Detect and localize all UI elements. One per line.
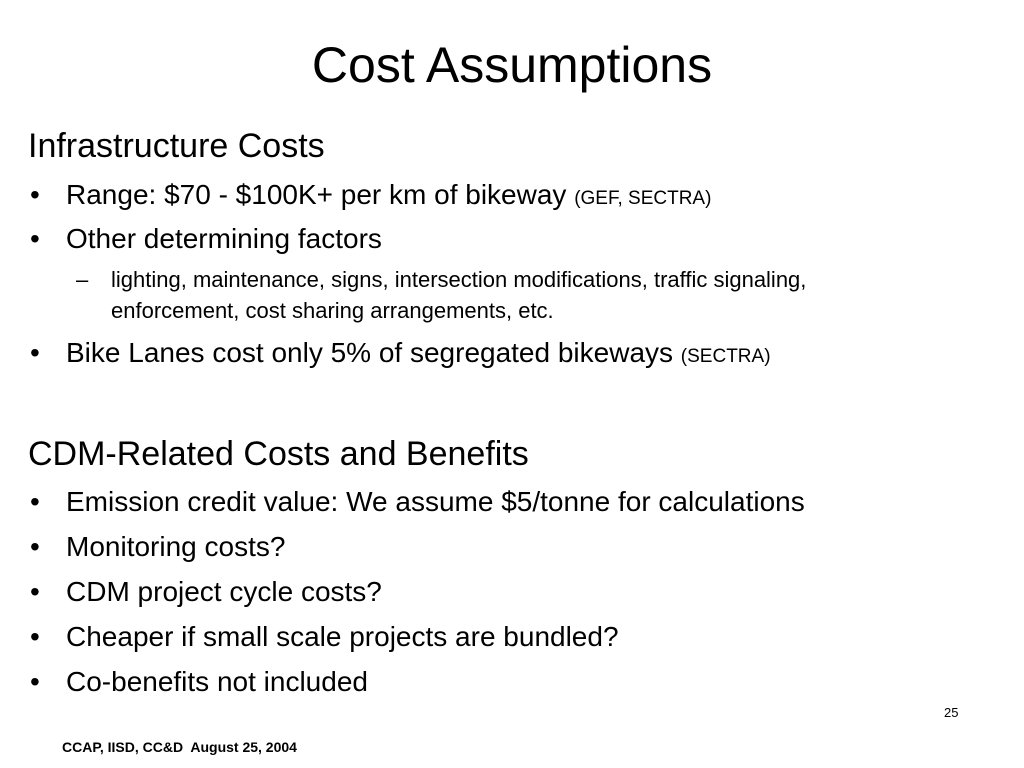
sub-bullet-line-1: lighting, maintenance, signs, intersection modifications, traffic signaling, bbox=[111, 267, 807, 292]
section-heading-cdm-costs: CDM-Related Costs and Benefits bbox=[28, 435, 529, 473]
bullet-dot: • bbox=[30, 666, 40, 697]
bullet-dot: • bbox=[30, 486, 40, 517]
bullet-dot: • bbox=[30, 179, 40, 210]
sub-bullet-dash: – bbox=[76, 267, 89, 292]
bullet-dot: • bbox=[30, 531, 40, 562]
source-citation: (SECTRA) bbox=[680, 346, 771, 367]
section-heading-infrastructure-costs: Infrastructure Costs bbox=[28, 127, 325, 165]
bullet-dot: • bbox=[30, 576, 40, 607]
slide-title: Cost Assumptions bbox=[311, 37, 713, 93]
source-citation: (GEF, SECTRA) bbox=[574, 188, 712, 209]
bullet-text: Other determining factors bbox=[66, 223, 382, 254]
bullet-text: Cheaper if small scale projects are bundled? bbox=[66, 621, 619, 652]
footer-credits: CCAP, IISD, CC&D August 25, 2004 bbox=[62, 739, 297, 755]
bullet-text: Range: $70 - $100K+ per km of bikeway bbox=[66, 179, 575, 210]
bullet-dot: • bbox=[30, 337, 40, 368]
bullet-text: Co-benefits not included bbox=[66, 666, 368, 697]
bullet-dot: • bbox=[30, 223, 40, 254]
bullet-dot: • bbox=[30, 621, 40, 652]
sub-bullet-line-2: enforcement, cost sharing arrangements, etc. bbox=[111, 298, 554, 323]
bullet-text: Emission credit value: We assume $5/tonne for calculations bbox=[66, 486, 805, 517]
page-number: 25 bbox=[944, 705, 959, 720]
bullet-text: Bike Lanes cost only 5% of segregated bikeways bbox=[66, 337, 681, 368]
bullet-text: CDM project cycle costs? bbox=[66, 576, 382, 607]
bullet-text: Monitoring costs? bbox=[66, 531, 286, 562]
